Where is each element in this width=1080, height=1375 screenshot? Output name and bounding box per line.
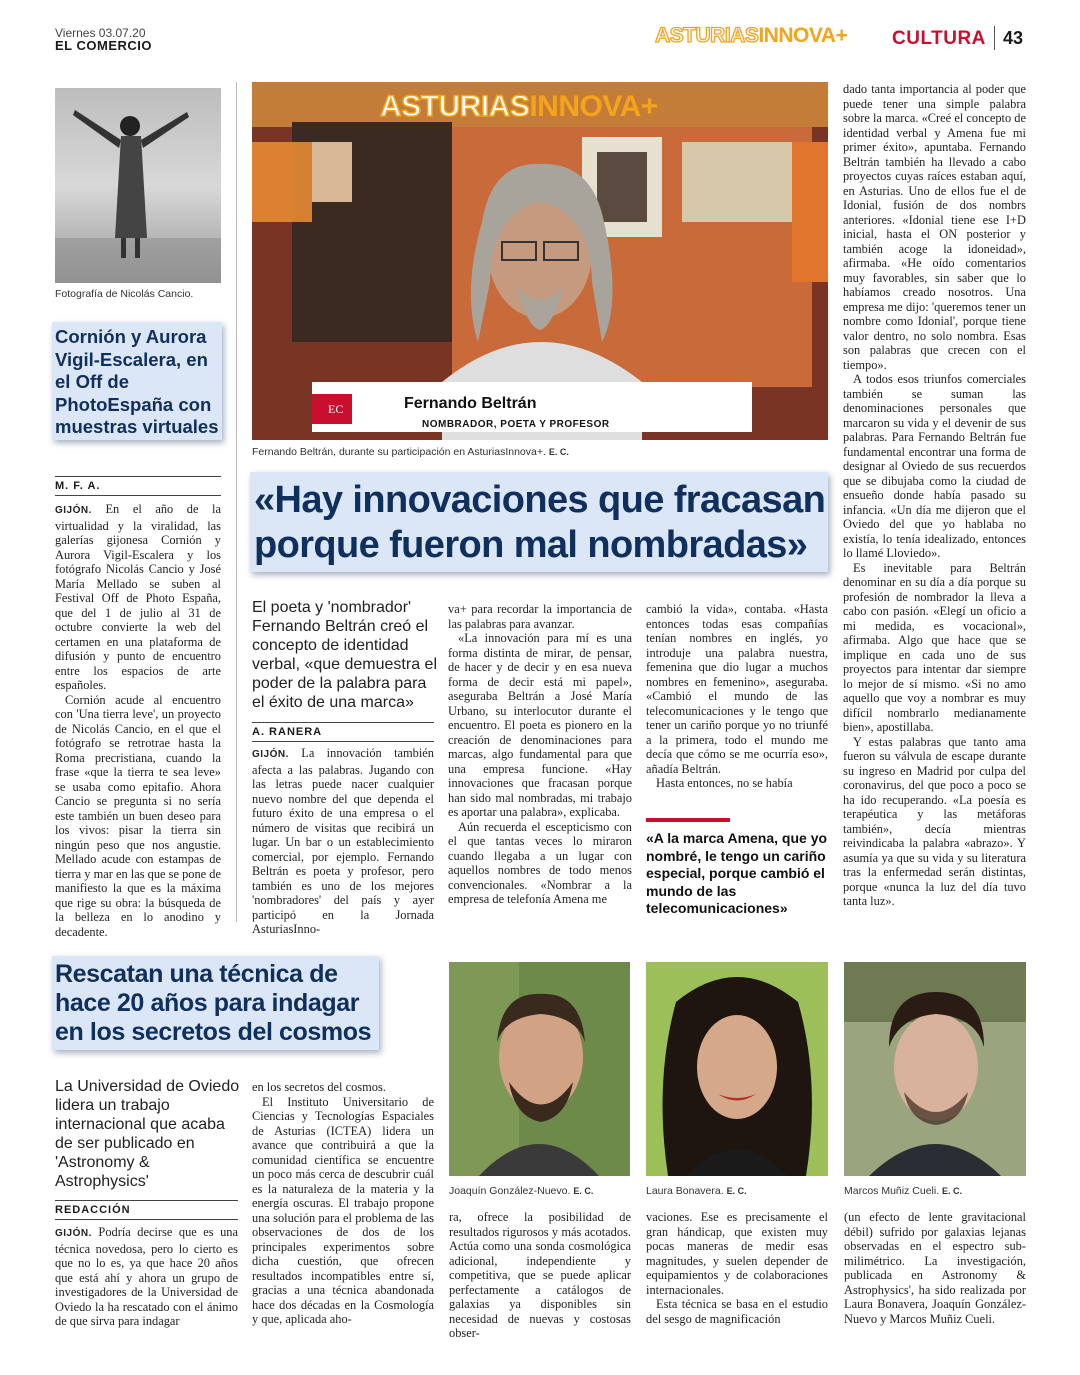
newspaper-name: EL COMERCIO <box>55 38 152 53</box>
main-place: GIJÓN. <box>252 749 289 760</box>
page-number: 43 <box>1003 28 1024 48</box>
bottom-byline: REDACCIÓN <box>55 1200 238 1220</box>
bottom-col-2-p2: El Instituto Universitario de Ciencias y Tecnologías Espaciales de Asturias (ICTEA) lidera un avance que contribuirá a que la comunidad científica se encuentre un poco más cerca de descubrir cuál es la naturaleza de la materia y la energía oscuras. El trabajo propone una solución para el problema de las observaciones de dos de los principales experimentos sobre dicha cuestión, que ofrecen resultados incompatibles entre sí, gracias a una técnica abandonada hace dos décadas en la Cosmología y que, aplicada aho- <box>252 1094 434 1326</box>
video-brand-left: ASTURIAS <box>380 90 530 123</box>
bottom-col-2 <box>252 1080 434 1327</box>
bottom-col-5-text: (un efecto de lente gravitacional débil) sufrido por galaxias lejanas observadas en el espectro sub-milimétrico. La investigación, publicada en Astronomy & Astrophysics', ha sido realizada por Laura Bonavera, Joaquín González-Nuevo y Marcos Muñiz Cueli. <box>844 1210 1026 1326</box>
bottom-col-1 <box>55 1225 238 1329</box>
main-subheadline: El poeta y 'nombrador' Fernando Beltrán creó el concepto de identidad verbal, «que demuestra el poder de la palabra para el éxito de una marca» <box>252 599 437 711</box>
header-brand-left: ASTURIAS <box>655 24 759 47</box>
muniz-cueli-caption-text: Marcos Muñiz Cueli. <box>844 1185 940 1197</box>
video-role-plate: NOMBRADOR, POETA Y PROFESOR <box>422 419 610 430</box>
pull-quote: «A la marca Amena, que yo nombré, le tengo un cariño especial, porque cambió el mundo de las telecomunicaciones» <box>646 830 828 916</box>
bottom-col-4-p1: vaciones. Ese es precisamente el gran hándicap, que existen muy pocas maneras de medir esas magnitudes, y suelen depender de equipamientos y de colaboraciones internacionales. <box>646 1210 828 1297</box>
beltran-photo-caption <box>252 446 569 458</box>
main-col-4-p1: dado tanta importancia al poder que puede tener una simple palabra sobre la marca. «Creé el concepto de identidad verbal y Amena fue mi primer éxito», apuntaba. Fernando Beltrán también ha llevado a cabo proyectos cuyas raíces estaban aquí, en Asturias. Uno de ellos fue el de Idonial, fusión de dos nombrs anteriores. «Idonial tiene ese I+D inicial, hasta el ON posterior y también acoge la idoneidad», afirmaba. «He oído comentarios muy favorables, sin saber que lo habíamos creado nosotros. Una empresa me dijo: 'queremos tener un nombre como Idonial', porque tiene valor dentro, no solo nombra. Esas son palabras que crecen con el tiempo». <box>843 82 1026 372</box>
left-place: GIJÓN. <box>55 505 92 516</box>
gonzalez-nuevo-caption <box>449 1185 593 1197</box>
pull-quote-rule <box>646 818 730 822</box>
gonzalez-nuevo-credit: E. C. <box>573 1186 594 1196</box>
main-col-2 <box>448 602 632 907</box>
bottom-col-1-text: Podría decirse que es una técnica novedosa, pero lo cierto es que no lo es, ya que hace 20 años que está ahí y ahora un grupo de investigadores de la Universidad de Oviedo la ha rescatado con el ánimo de que sirva para indagar <box>55 1225 238 1328</box>
gonzalez-nuevo-caption-text: Joaquín González-Nuevo. <box>449 1185 571 1197</box>
left-paragraph-1: En el año de la virtualidad y la viralidad, las galerías gijonesa Cornión y Aurora Vigil-Escalera y los fotógrafo Nicolás Cancio y José María Mellado se suben al Festival Off de Photo España, que del 1 de julio al 31 de octubre convierte la web del certamen en una plataforma de difusión y punto de encuentro entre los espacios de arte españoles. <box>55 502 221 692</box>
main-col-3-p2: Hasta entonces, no se había <box>656 776 793 790</box>
bonavera-caption <box>646 1185 747 1197</box>
header-brand-right: INNOVA+ <box>758 24 848 47</box>
video-brand-right: INNOVA+ <box>529 90 658 123</box>
bonavera-caption-text: Laura Bonavera. <box>646 1185 724 1197</box>
bonavera-credit: E. C. <box>726 1186 747 1196</box>
gonzalez-nuevo-photo <box>449 962 630 1176</box>
main-col-3 <box>646 602 828 791</box>
muniz-cueli-caption <box>844 1185 962 1197</box>
main-col-2-p2: «La innovación para mí es una forma distinta de mirar, de pensar, de hacer y de decir y en esa nueva forma de decir está mi papel», aseguraba Beltrán a José María Urbano, su interlocutor durante el encuentro. El poeta es pionero en la creación de denominaciones para marcas, algo fundamental para que una empresa funcione. «Hay innovaciones que fracasan porque han sido mal nombradas, mi trabajo es aportar una palabra», explicaba. <box>448 631 632 819</box>
muniz-cueli-photo <box>844 962 1026 1176</box>
main-col-3-p1: cambió la vida», contaba. «Hasta entonces todas esas compañías tenían nombres en inglés, yo introduje una palabra nuestra, femenina que dio lugar a muchos nombres en femenino», aseguraba. «Cambió el mundo de las telecomunicaciones y le tengo que tener un cariño porque yo no triunfé a la primera, todo el mundo me decía que cómo se me ocurría eso», añadía Beltrán. <box>646 602 828 776</box>
cancio-photo <box>55 88 221 283</box>
bottom-col-3-text: ra, ofrece la posibilidad de resultados rigurosos y más acotados. Actúa como una sonda cosmológica adicional, independiente y competitiva, que se puede aplicar perfectamente a catálogos de galaxias ya disponibles sin necesidad de nuevas y costosas obser- <box>449 1210 631 1340</box>
video-ec-logo: EC <box>328 402 344 416</box>
main-col-1-text: La innovación también afecta a las palabras. Jugando con las letras puede nacer cualquier nuevo nombre del que dependa el futuro éxito de una empresa o el número de visitas que recibirá un lugar. Un bar o un establecimiento comercial, por ejemplo. Fernando Beltrán es poeta y profesor, pero también es uno de los mejores 'nombradores' del país y ayer participó en la Jornada AsturiasInno- <box>252 746 434 936</box>
main-col-1 <box>252 746 434 937</box>
header-brand-logo <box>655 24 847 48</box>
bottom-headline: Rescatan una técnica de hace 20 años para indagar en los secretos del cosmos <box>55 960 372 1046</box>
video-brand-logo <box>380 90 658 124</box>
bottom-col-3 <box>449 1210 631 1341</box>
main-col-4 <box>843 82 1026 909</box>
main-col-2-p1: va+ para recordar la importancia de las palabras para avanzar. <box>448 602 632 631</box>
main-col-4-p4: Y estas palabras que tanto ama fueron su válvula de escape durante su ingreso en Madrid por culpa del coronavirus, del que poco a poco se ha ido recuperando. «La poesía es terapéutica y las metáforas también», decía mientras reivindicaba la palabra «abrazo». Y asumía ya que su vida y su literatura tras la enfermedad serán distintas, porque «nunca la luz del día tuvo tanta luz». <box>843 734 1026 908</box>
bottom-col-5 <box>844 1210 1026 1326</box>
left-byline: M. F. A. <box>55 476 221 496</box>
bottom-col-4-p2: Esta técnica se basa en el estudio del sesgo de magnificación <box>646 1297 828 1326</box>
bottom-place: GIJÓN. <box>55 1228 92 1239</box>
section-name: CULTURA <box>892 28 986 49</box>
beltran-photo-credit: E. C. <box>548 447 569 457</box>
left-article-body <box>55 502 221 939</box>
left-headline: Cornión y Aurora Vigil-Escalera, en el Off de PhotoEspaña con muestras virtuales <box>55 326 219 437</box>
main-col-2-p3: Aún recuerda el escepticismo con el que tantas veces lo miraron cuando llegaba a un lugar con aquellos nombres de todo menos convencionales. «Nombrar a la empresa de telefonía Amena me <box>448 819 632 906</box>
main-byline: A. RANERA <box>252 722 434 742</box>
main-col-4-p3: Es inevitable para Beltrán denominar en su día a día porque su profesión de nombrador la lleva a cabo con pasión. «Elegí un oficio a mi medida, es vocacional», afirmaba. Algo que hace que se implique en cada uno de sus proyectos para intentar dar siempre lo mejor de sí mismo. «Si no amo aquello que voy a nombrar es muy difícil nombrarlo medianamente bien», apostillaba. <box>843 560 1026 734</box>
beltran-caption-text: Fernando Beltrán, durante su participación en AsturiasInnova+. <box>252 446 546 458</box>
main-headline: «Hay innovaciones que fracasan porque fueron mal nombradas» <box>254 479 826 566</box>
main-col-4-p2: A todos esos triunfos comerciales también se suman las denominaciones personales que marcaron su vida y el devenir de sus palabras. Para Fernando Beltrán fue fundamental encontrar una forma de designar al Oviedo de sus recuerdos que se dibujaba como la ciudad de ensueño donde había pasado su infancia. «Un día me dijeron que el Oviedo del que yo hablaba no existía, lo tenía idealizado, entonces lo llamé Lloviedo». <box>843 372 1026 560</box>
video-name-plate: Fernando Beltrán <box>404 395 537 412</box>
column-divider <box>236 82 237 922</box>
bottom-col-4 <box>646 1210 828 1326</box>
bottom-col-2-p1: en los secretos del cosmos. <box>252 1080 386 1094</box>
left-paragraph-2: Cornión acude al encuentro con 'Una tierra leve', un proyecto de Nicolás Cancio, en el que el fotógrafo se retrotrae hasta la Roma precristiana, cuando la frase «que la tierra te sea leve» se usaba como epitafio. Ahora Cancio se pregunta si no sería este también un buen deseo para los vivos: pisar la tierra sin ningún peso que nos angustie. Mellado acude con estampas de tierra y mar en las que se pone de manifiesto la que es la máxima que rige su obra: la búsqueda de la belleza en lo anodino y decadente. <box>55 692 221 939</box>
bottom-subheadline: La Universidad de Oviedo lidera un trabajo internacional que acaba de ser publicado en 'Astronomy & Astrophysics' <box>55 1078 240 1190</box>
header-divider <box>994 26 995 50</box>
bonavera-photo <box>646 962 828 1176</box>
issue-date: Viernes 03.07.20 <box>55 26 146 40</box>
cancio-photo-caption: Fotografía de Nicolás Cancio. <box>55 288 194 300</box>
beltran-video-frame <box>252 82 828 440</box>
muniz-cueli-credit: E. C. <box>942 1186 963 1196</box>
